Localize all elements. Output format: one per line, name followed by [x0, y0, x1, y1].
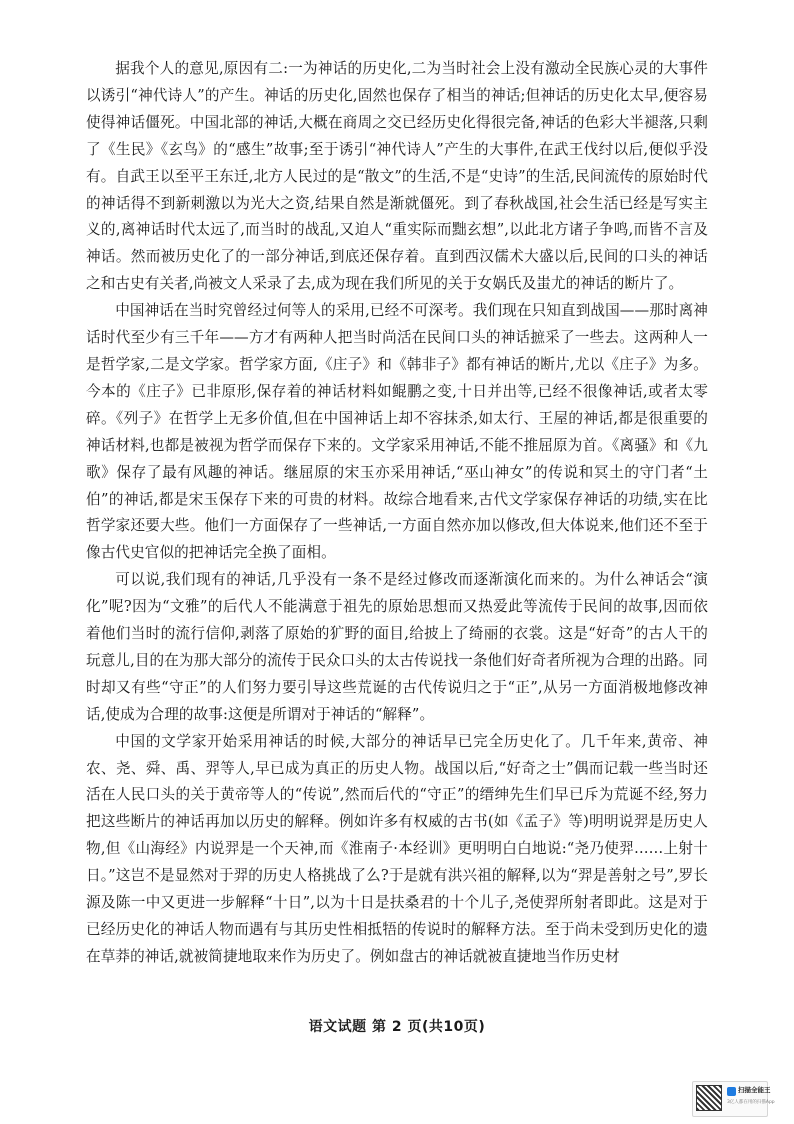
page-footer: 语文试题 第 2 页(共10页)	[308, 1019, 486, 1035]
scanner-logo-icon	[727, 1087, 736, 1096]
qr-code-icon	[696, 1085, 722, 1111]
paragraph-1: 据我个人的意见,原因有二:一为神话的历史化,二为当时社会上没有激动全民族心灵的大事件以诱引“神代诗人”的产生。神话的历史化,固然也保存了相当的神话;但神话的历史化太早,便容易使得神话僵死。中国北部的神话,大概在商周之交已经历史化得很完备,神话的色彩大半褪落,只剩了《生民》《玄鸟》的“感生”故事;至于诱引“神代诗人”产生的大事件,在武王伐纣以后,便似乎没有。自武王以至平王东迁,北方人民过的是“散文”的生活,不是“史诗”的生活,民间流传的原始时代的神话得不到新刺激以为光大之资,结果自然是渐就僵死。到了春秋战国,社会生活已经是写实主义的,离神话时代太远了,而当时的战乱,又迫人“重实际而黜玄想”,以此北方诸子争鸣,而皆不言及神话。然而被历史化了的一部分神话,到底还保存着。直到西汉儒术大盛以后,民间的口头的神话之和古史有关者,尚被文人采录了去,成为现在我们所见的关于女娲氏及蚩尤的神话的断片了。	[86, 60, 708, 293]
scanner-watermark	[692, 1081, 775, 1117]
paragraph-4: 中国的文学家开始采用神话的时候,大部分的神话早已完全历史化了。几千年来,黄帝、神农、尧、舜、禹、羿等人,早已成为真正的历史人物。战国以后,“好奇之士”偶而记载一些当时还活在人民口头的关于黄帝等人的“传说”,然而后代的“守正”的缙绅先生们早已斥为荒诞不经,努力把这些断片的神话再加以历史的解释。例如许多有权威的古书(如《孟子》等)明明说羿是历史人物,但《山海经》内说羿是一个天神,而《淮南子·本经训》更明明白白地说:“尧乃使羿……上射十日。”这岂不是显然对于羿的历史人格挑战了么?于是就有洪兴祖的解释,以为“羿是善射之号”,罗长源及陈一中又更进一步解释“十日”,以为十日是扶桑君的十个儿子,尧使羿所射者即此。这是对于已经历史化的神话人物而遇有与其历史性相抵牾的传说时的解释方法。至于尚未受到历史化的遗在草莽的神话,就被简捷地取来作为历史了。例如盘古的神话就被直捷地当作历史材	[86, 732, 708, 965]
page-body	[86, 56, 708, 971]
scanner-title: 扫描全能王	[738, 1086, 771, 1094]
scanner-subtitle: 3亿人都在用的扫描App	[727, 1100, 775, 1105]
paragraph-3: 可以说,我们现有的神话,几乎没有一条不是经过修改而逐渐演化而来的。为什么神话会“演化”呢?因为“文雅”的后代人不能满意于祖先的原始思想而又热爱此等流传于民间的故事,因而依着他们当时的流行信仰,剥落了原始的犷野的面目,给披上了绮丽的衣裳。这是“好奇”的古人干的玩意儿,目的在为那大部分的流传于民众口头的太古传说找一条他们好奇者所视为合理的出路。同时却又有些“守正”的人们努力要引导这些荒诞的古代传说归之于“正”,从另一方面消极地修改神话,使成为合理的故事:这便是所谓对于神话的“解释”。	[86, 571, 708, 723]
paragraph-2: 中国神话在当时究曾经过何等人的采用,已经不可深考。我们现在只知直到战国——那时离神话时代至少有三千年——方才有两种人把当时尚活在民间口头的神话摭采了一些去。这两种人一是哲学家,二是文学家。哲学家方面,《庄子》和《韩非子》都有神话的断片,尤以《庄子》为多。今本的《庄子》已非原形,保存着的神话材料如鲲鹏之变,十日并出等,已经不很像神话,或者太零碎。《列子》在哲学上无多价值,但在中国神话上却不容抹杀,如太行、王屋的神话,都是很重要的神话材料,也都是被视为哲学而保存下来的。文学家采用神话,不能不推屈原为首。《离骚》和《九歌》保存了最有风趣的神话。继屈原的宋玉亦采用神话,“巫山神女”的传说和冥土的守门者“土伯”的神话,都是宋玉保存下来的可贵的材料。故综合地看来,古代文学家保存神话的功绩,实在比哲学家还要大些。他们一方面保存了一些神话,一方面自然亦加以修改,但大体说来,他们还不至于像古代史官似的把神话完全换了面相。	[86, 302, 708, 562]
